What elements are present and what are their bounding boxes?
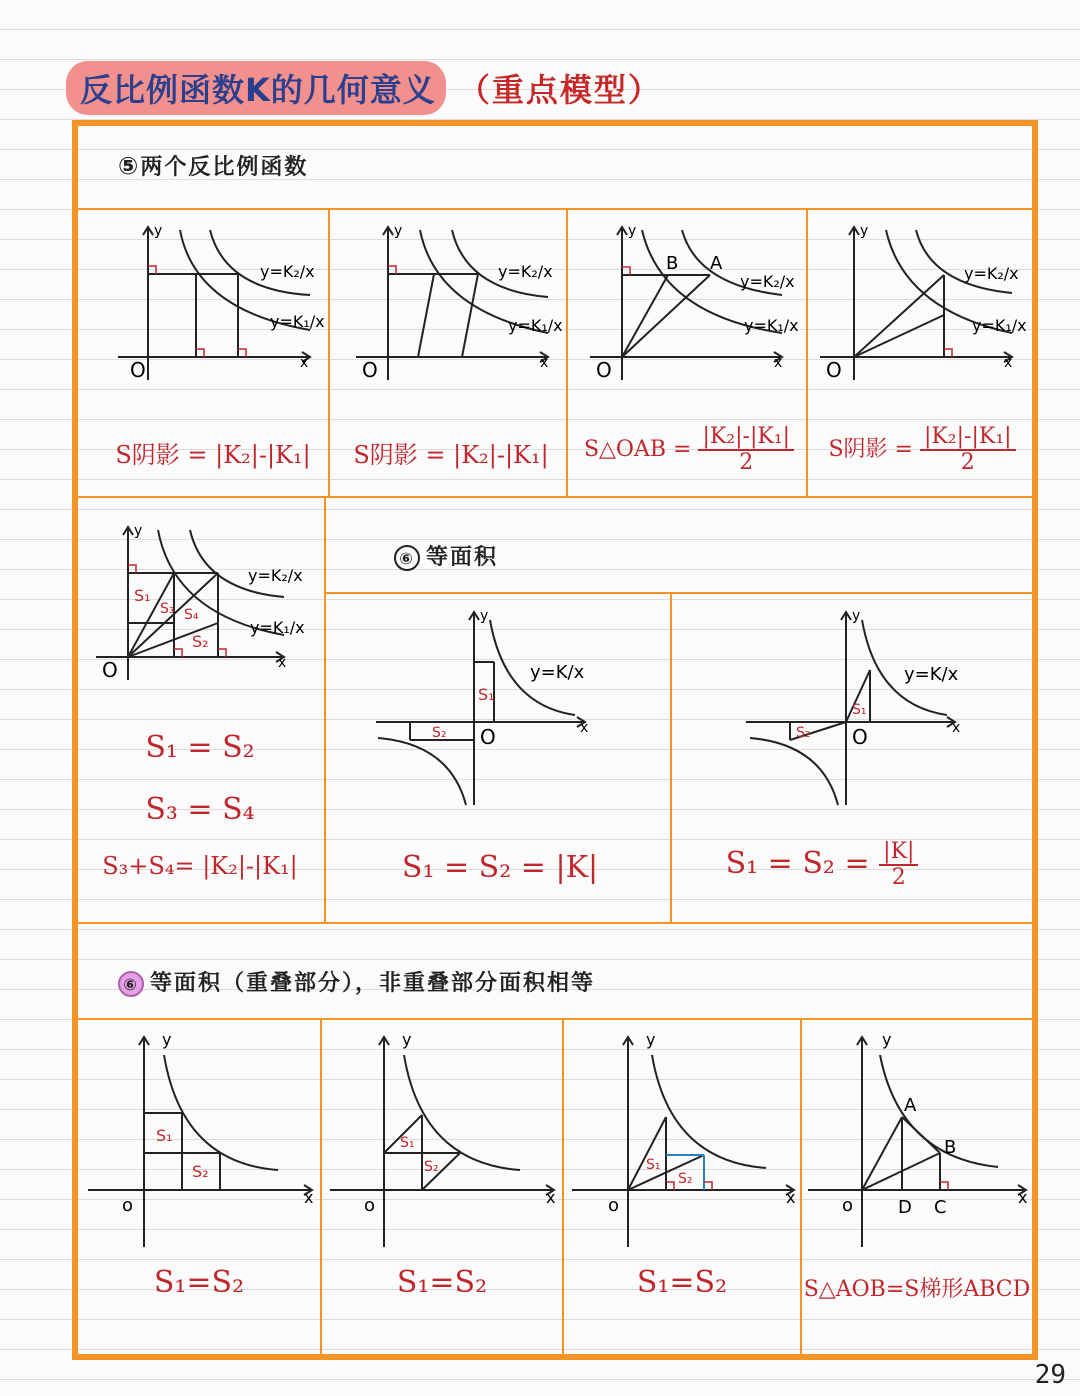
y-label: y — [852, 608, 861, 624]
curve-label-k1: y=K₁/x — [270, 312, 325, 331]
fraction — [879, 840, 918, 890]
graph-trapezoid-abcd — [804, 1025, 1032, 1250]
y-label: y — [402, 1030, 412, 1049]
x-label: x — [540, 355, 549, 371]
curve-label-k: y=K/x — [904, 664, 959, 685]
graph-two-triangles — [812, 215, 1032, 390]
point-a: A — [904, 1095, 917, 1116]
y-label: y — [646, 1030, 656, 1049]
x-label: x — [774, 355, 783, 371]
x-label: x — [300, 355, 309, 371]
fraction-num: |K| — [879, 840, 918, 866]
section6b-title — [118, 966, 595, 997]
y-label: y — [162, 1030, 172, 1049]
divider — [78, 496, 1032, 498]
point-b: B — [944, 1137, 957, 1158]
x-label: x — [786, 1188, 796, 1207]
area-s1: S₁ — [156, 1126, 173, 1145]
fraction-num: |K₂|-|K₁| — [698, 425, 794, 451]
formula-5-4-text: S阴影 = — [828, 437, 913, 462]
point-b: B — [666, 253, 679, 274]
origin-label: O — [480, 725, 496, 749]
formula-5-5-b: S₃ = S₄ — [145, 792, 255, 827]
origin-label: O — [852, 725, 868, 749]
y-label: y — [154, 223, 163, 239]
x-label: x — [304, 1188, 314, 1207]
divider — [78, 1018, 1032, 1020]
curve-label-k: y=K/x — [530, 662, 585, 683]
divider — [562, 1020, 564, 1354]
section6b-number: ⑥ — [118, 971, 144, 997]
formula-5-2: S阴影 = |K₂|-|K₁| — [353, 441, 549, 469]
curve-label-k1: y=K₁/x — [972, 316, 1027, 335]
fraction — [698, 425, 794, 475]
formula-5-3-text: S△OAB = — [583, 437, 692, 462]
x-label: x — [952, 720, 961, 736]
formula-5-3 — [572, 425, 806, 475]
y-label: y — [134, 523, 143, 539]
curve-label-k1: y=K₁/x — [250, 618, 305, 637]
graph-two-hyperbolas-rect — [110, 215, 326, 390]
area-s1: S₁ — [646, 1157, 661, 1173]
divider — [326, 592, 1032, 594]
section5-number: ⑤ — [118, 152, 141, 180]
graph-two-hyperbolas-parallelogram — [348, 215, 564, 390]
curve-label-k1: y=K₁/x — [508, 316, 563, 335]
y-label: y — [882, 1030, 892, 1049]
y-label: y — [480, 608, 489, 624]
formula-5-5-c: S₃+S₄= |K₂|-|K₁| — [102, 852, 298, 880]
area-s2: S₂ — [192, 1162, 209, 1181]
graph-overlap-origin-triangles — [566, 1025, 800, 1250]
curve-label-k2: y=K₂/x — [740, 272, 795, 291]
divider — [78, 208, 1032, 210]
x-label: x — [1004, 355, 1013, 371]
curve-label-k2: y=K₂/x — [260, 262, 315, 281]
section6a-number: ⑥ — [394, 545, 420, 571]
curve-label-k2: y=K₂/x — [248, 566, 303, 585]
formula-6a-2-text: S₁ = S₂ = — [725, 846, 870, 881]
point-a: A — [710, 253, 723, 274]
y-label: y — [628, 223, 637, 239]
title-main: 反比例函数K的几何意义 — [66, 61, 446, 115]
curve-label-k2: y=K₂/x — [964, 264, 1019, 283]
formula-6b-4: S△AOB=S梯形ABCD — [803, 1277, 1031, 1302]
area-s4: S₄ — [184, 607, 199, 623]
x-label: x — [1018, 1188, 1028, 1207]
origin-label: o — [842, 1195, 854, 1216]
formula-6b-2: S₁=S₂ — [396, 1265, 488, 1300]
graph-triangle-oab — [582, 215, 802, 390]
area-s2: S₂ — [796, 725, 811, 741]
area-s2: S₂ — [678, 1171, 693, 1187]
curve-label-k2: y=K₂/x — [498, 262, 553, 281]
fraction-num: |K₂|-|K₁| — [920, 425, 1016, 451]
fraction-den: 2 — [891, 865, 906, 890]
origin-label: O — [130, 358, 146, 382]
origin-label: O — [596, 358, 612, 382]
x-label: x — [546, 1188, 556, 1207]
x-label: x — [278, 655, 287, 671]
area-s2: S₂ — [192, 632, 209, 651]
section6a-label: 等面积 — [426, 545, 499, 570]
point-d: D — [898, 1197, 912, 1218]
area-s1: S₁ — [400, 1135, 415, 1151]
divider — [806, 210, 808, 496]
area-s1: S₁ — [478, 685, 495, 704]
title-sub: （重点模型） — [457, 71, 662, 109]
divider — [78, 922, 1032, 924]
area-s1: S₁ — [852, 702, 867, 718]
origin-label: o — [122, 1195, 134, 1216]
origin-label: o — [364, 1195, 376, 1216]
formula-5-5-a: S₁ = S₂ — [145, 730, 255, 765]
fraction-den: 2 — [739, 450, 754, 475]
origin-label: O — [826, 358, 842, 382]
origin-label: o — [608, 1195, 620, 1216]
y-label: y — [860, 223, 869, 239]
page-number: 29 — [1034, 1360, 1066, 1390]
formula-6b-1: S₁=S₂ — [153, 1265, 245, 1300]
section5-label: 两个反比例函数 — [140, 155, 309, 180]
formula-6a-2 — [672, 840, 972, 890]
x-label: x — [580, 720, 589, 736]
fraction — [920, 425, 1016, 475]
area-s3: S₃ — [160, 601, 175, 617]
divider — [320, 1020, 322, 1354]
point-c: C — [934, 1197, 947, 1218]
fraction-den: 2 — [960, 450, 975, 475]
section6b-label: 等面积（重叠部分），非重叠部分面积相等 — [150, 971, 596, 996]
graph-hyperbola-rectangles — [370, 600, 610, 815]
origin-label: O — [102, 658, 118, 682]
formula-5-1: S阴影 = |K₂|-|K₁| — [115, 441, 311, 469]
area-s2: S₂ — [424, 1159, 439, 1175]
graph-overlap-triangles — [324, 1025, 560, 1250]
section5-title — [118, 150, 308, 181]
area-s2: S₂ — [432, 725, 447, 741]
formula-6b-3: S₁=S₂ — [636, 1265, 728, 1300]
graph-hyperbola-triangles — [740, 600, 980, 815]
area-s1: S₁ — [134, 586, 151, 605]
formula-6a-1: S₁ = S₂ = |K| — [401, 850, 599, 885]
y-label: y — [394, 223, 403, 239]
divider — [324, 498, 326, 922]
origin-label: O — [362, 358, 378, 382]
graph-four-areas — [88, 515, 320, 690]
section6a-title — [394, 540, 498, 571]
curve-label-k1: y=K₁/x — [744, 316, 799, 335]
divider — [566, 210, 568, 496]
formula-5-4 — [812, 425, 1032, 475]
graph-overlap-rectangles — [82, 1025, 318, 1250]
divider — [328, 210, 330, 496]
page-title — [66, 64, 662, 112]
divider — [800, 1020, 802, 1354]
